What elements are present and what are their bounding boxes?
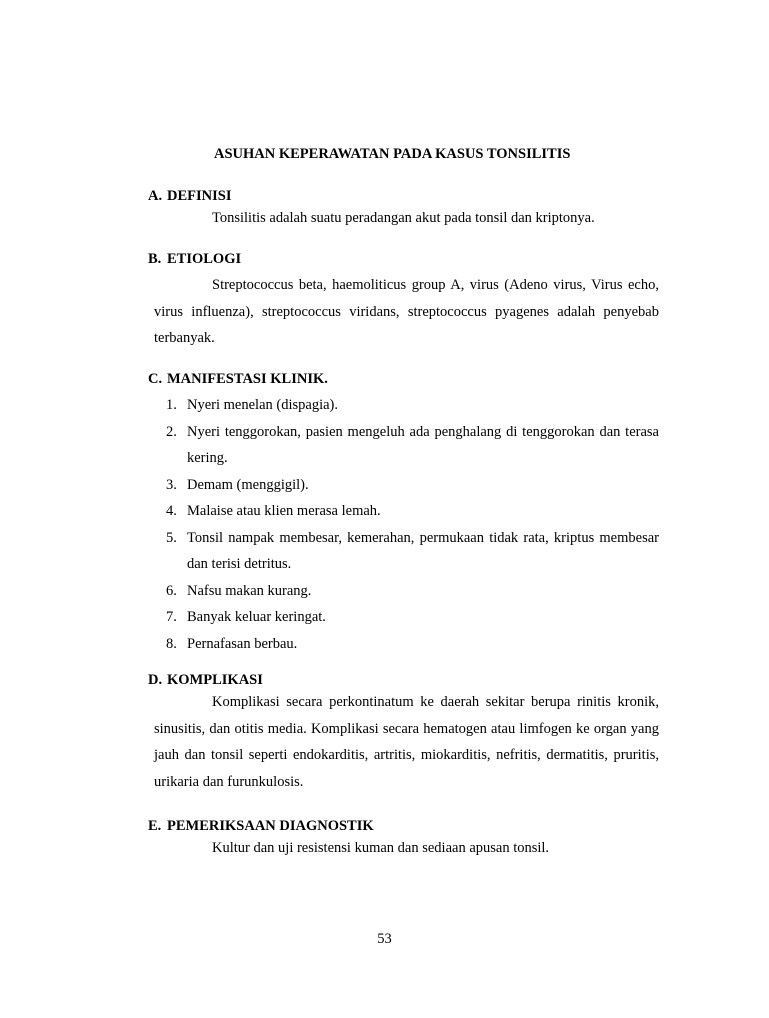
list-item-text: Nyeri tenggorokan, pasien mengeluh ada penghalang di tenggorokan dan terasa kering.: [187, 423, 659, 466]
list-item-number: 7.: [166, 609, 177, 625]
section-heading: [148, 818, 659, 835]
section-heading-text: PEMERIKSAAN DIAGNOSTIK: [167, 818, 374, 834]
section-definisi: [148, 188, 659, 232]
page-number: 53: [377, 931, 392, 947]
section-heading: [148, 672, 659, 689]
section-heading-text: MANIFESTASI KLINIK.: [167, 371, 328, 387]
section-letter: C.: [148, 371, 163, 387]
list-item-text: Demam (menggigil).: [187, 476, 309, 493]
list-item-text: Banyak keluar keringat.: [187, 609, 326, 625]
list-item-number: 4.: [166, 503, 177, 519]
section-letter: E.: [148, 818, 162, 834]
section-paragraph: Komplikasi secara perkontinatum ke daerah sekitar berupa rinitis kronik, sinusitis, dan otitis media. Komplikasi secara hematogen atau limfogen ke organ yang jauh dan tonsil seperti endokarditis, artritis, miokarditis, nefritis, dermatitis, pruritis, urikaria dan furunkulosis.: [154, 694, 659, 790]
section-paragraph: Kultur dan uji resistensi kuman dan sediaan apusan tonsil.: [212, 840, 550, 856]
list-item-number: 1.: [166, 397, 177, 413]
list-item: [148, 604, 659, 631]
list-item-number: 2.: [166, 423, 177, 440]
list-item: [148, 392, 659, 419]
section-heading-text: ETIOLOGI: [167, 251, 242, 267]
section-heading: [148, 188, 659, 205]
section-manifestasi-klinik: [148, 371, 659, 657]
list-item: [148, 631, 659, 658]
section-letter: A.: [148, 188, 163, 204]
list-item-number: 5.: [166, 529, 177, 546]
section-heading: [148, 251, 659, 268]
section-heading-text: DEFINISI: [167, 188, 232, 204]
document-title: ASUHAN KEPERAWATAN PADA KASUS TONSILITIS: [214, 146, 571, 162]
list-item-text: Nyeri menelan (dispagia).: [187, 397, 338, 413]
section-letter: D.: [148, 672, 163, 688]
list-item-number: 3.: [166, 476, 177, 493]
list-item-number: 8.: [166, 635, 177, 652]
list-item: [148, 525, 659, 578]
list-item-text: Nafsu makan kurang.: [187, 582, 312, 599]
section-etiologi: [148, 251, 659, 352]
list-item-text: Pernafasan berbau.: [187, 635, 298, 652]
section-paragraph: Streptococcus beta, haemoliticus group A, virus (Adeno virus, Virus echo, virus influenza), streptococcus viridans, streptococcus pyagenes adalah penyebab terbanyak.: [154, 277, 659, 346]
list-item-text: Malaise atau klien merasa lemah.: [187, 503, 381, 519]
list-item: [148, 419, 659, 472]
list-item-number: 6.: [166, 582, 177, 599]
section-letter: B.: [148, 251, 162, 267]
list-item: [148, 498, 659, 525]
list-item-text: Tonsil nampak membesar, kemerahan, permukaan tidak rata, kriptus membesar dan terisi detritus.: [187, 529, 659, 572]
section-paragraph: Tonsilitis adalah suatu peradangan akut pada tonsil dan kriptonya.: [212, 210, 595, 226]
list-item: [148, 472, 659, 499]
list-item: [148, 578, 659, 605]
section-komplikasi: [148, 672, 659, 795]
section-heading-text: KOMPLIKASI: [167, 672, 263, 688]
section-heading: [148, 371, 659, 388]
symptom-list: [148, 392, 659, 657]
section-pemeriksaan-diagnostik: [148, 818, 659, 862]
